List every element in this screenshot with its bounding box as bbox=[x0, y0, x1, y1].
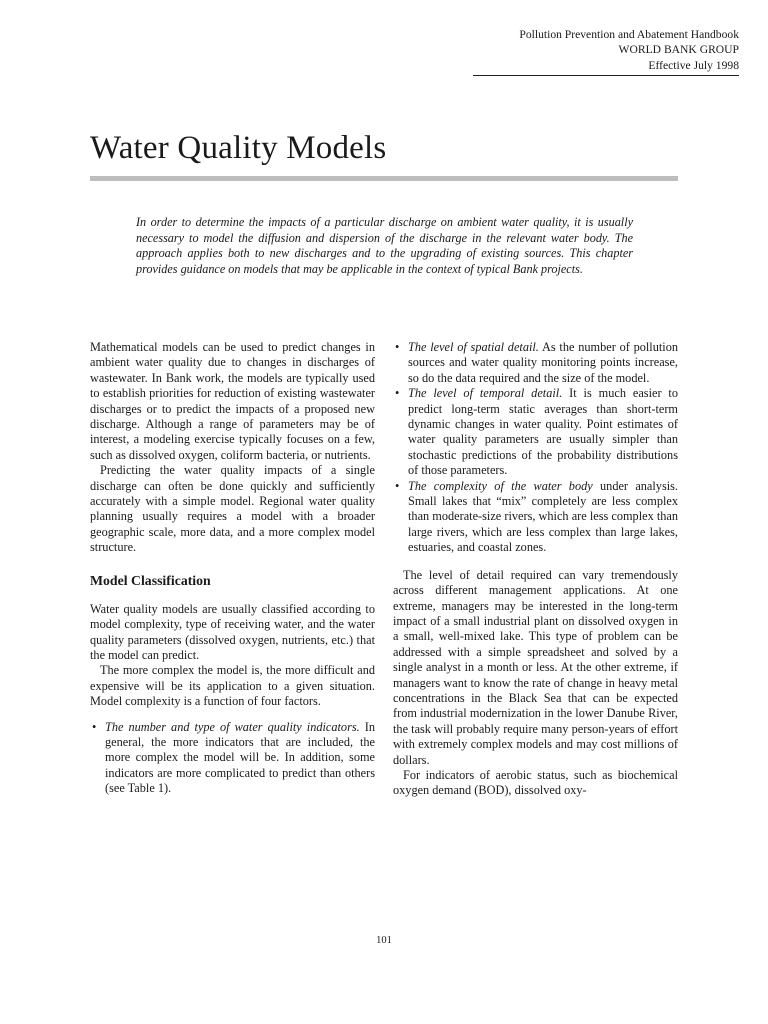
bullet-text: under analysis. Small lakes that “mix” completely are less complex than moderate-size rivers, which are less complex than large rivers, which are less complex than large lakes, estuaries, and coastal zones. bbox=[408, 478, 679, 555]
bullet-lead: The complexity of the water body bbox=[408, 478, 593, 493]
section-heading: Model Classification bbox=[90, 572, 211, 588]
page-number: 101 bbox=[376, 935, 392, 946]
body-paragraph: Predicting the water quality impacts of a single discharge can often be done quickly and sufficiently accurately with a simple model. Regional water quality planning usually requires a model with a broader geographic scale, more data, and a more complex model structure. bbox=[90, 463, 375, 555]
right-column bbox=[393, 340, 678, 799]
bullet-lead: The number and type of water quality indicators. bbox=[105, 719, 360, 734]
intro-paragraph: Mathematical models can be used to predict changes in ambient water quality due to changes in discharges of wastewater. In Bank work, the models are typically used to establish priorities for reduction of existing wastewater discharges or to predict the impacts of a proposed new discharge. Although a range of parameters may be of interest, a modeling exercise typically focuses on a few, such as dissolved oxygen, coliform bacteria, or nutrients. bbox=[90, 340, 375, 462]
chapter-abstract: In order to determine the impacts of a particular discharge on ambient water quality, it is usually necessary to model the diffusion and dispersion of the discharge in the relevant water body. The approach applies both to new discharges and to the upgrading of existing sources. This chapter provides guidance on models that may be applicable in the context of typical Bank projects. bbox=[136, 215, 633, 276]
left-column bbox=[90, 340, 375, 797]
body-paragraph: The level of detail required can vary tremendously across different management applications. At one extreme, managers may be interested in the long-term impact of a small industrial plant on dissolved oxygen in a small, well-mixed lake. This type of problem can be addressed with a simple spreadsheet and solved by a single analyst in a month or less. At the other extreme, if managers want to know the rate of change in heavy metal concentrations in the Black Sea that can be expected from industrial modernization in the lower Danube River, the task will probably require many person-years of effort with extremely complex models and may cost millions of dollars. bbox=[393, 567, 678, 767]
bullet-text: In general, the more indicators that are included, the more complex the model will be. In addition, some indicators are more complicated to predict than others (see Table 1). bbox=[105, 719, 375, 796]
bullet-marker: • bbox=[395, 478, 400, 493]
bullet-lead: The level of temporal detail. bbox=[408, 386, 563, 401]
bullet-list bbox=[393, 340, 678, 556]
title-underline-bar bbox=[90, 176, 678, 181]
bullet-item bbox=[393, 479, 678, 556]
bullet-item bbox=[393, 386, 678, 478]
bullet-marker: • bbox=[395, 386, 400, 401]
bullet-item bbox=[90, 720, 375, 797]
effective-date: Effective July 1998 bbox=[648, 58, 739, 72]
header-rule bbox=[473, 75, 739, 76]
bullet-marker: • bbox=[92, 719, 97, 734]
body-paragraph: For indicators of aerobic status, such as biochemical oxygen demand (BOD), dissolved oxy- bbox=[393, 767, 678, 798]
running-header bbox=[473, 27, 739, 73]
bullet-text: As the number of pollution sources and water quality monitoring points increase, so do the data required and the size of the model. bbox=[408, 340, 678, 385]
body-paragraph: Water quality models are usually classified according to model complexity, type of receiving water, and the water quality parameters (dissolved oxygen, nutrients, etc.) that the model can predict. bbox=[90, 601, 375, 662]
organization-name: WORLD BANK GROUP bbox=[618, 43, 739, 57]
bullet-text: It is much easier to predict long-term static averages than short-term dynamic changes in water quality. Point estimates of water quality parameters are usually simpler than stochastic predictions of the probability distributions of those parameters. bbox=[408, 386, 678, 478]
bullet-item bbox=[393, 340, 678, 386]
body-paragraph: The more complex the model is, the more difficult and expensive will be its application to a given situation. Model complexity is a function of four factors. bbox=[90, 663, 375, 709]
chapter-title: Water Quality Models bbox=[90, 130, 387, 166]
handbook-title: Pollution Prevention and Abatement Handbook bbox=[519, 28, 739, 41]
bullet-lead: The level of spatial detail. bbox=[408, 340, 539, 354]
bullet-marker: • bbox=[395, 340, 400, 354]
bullet-list bbox=[90, 720, 375, 797]
